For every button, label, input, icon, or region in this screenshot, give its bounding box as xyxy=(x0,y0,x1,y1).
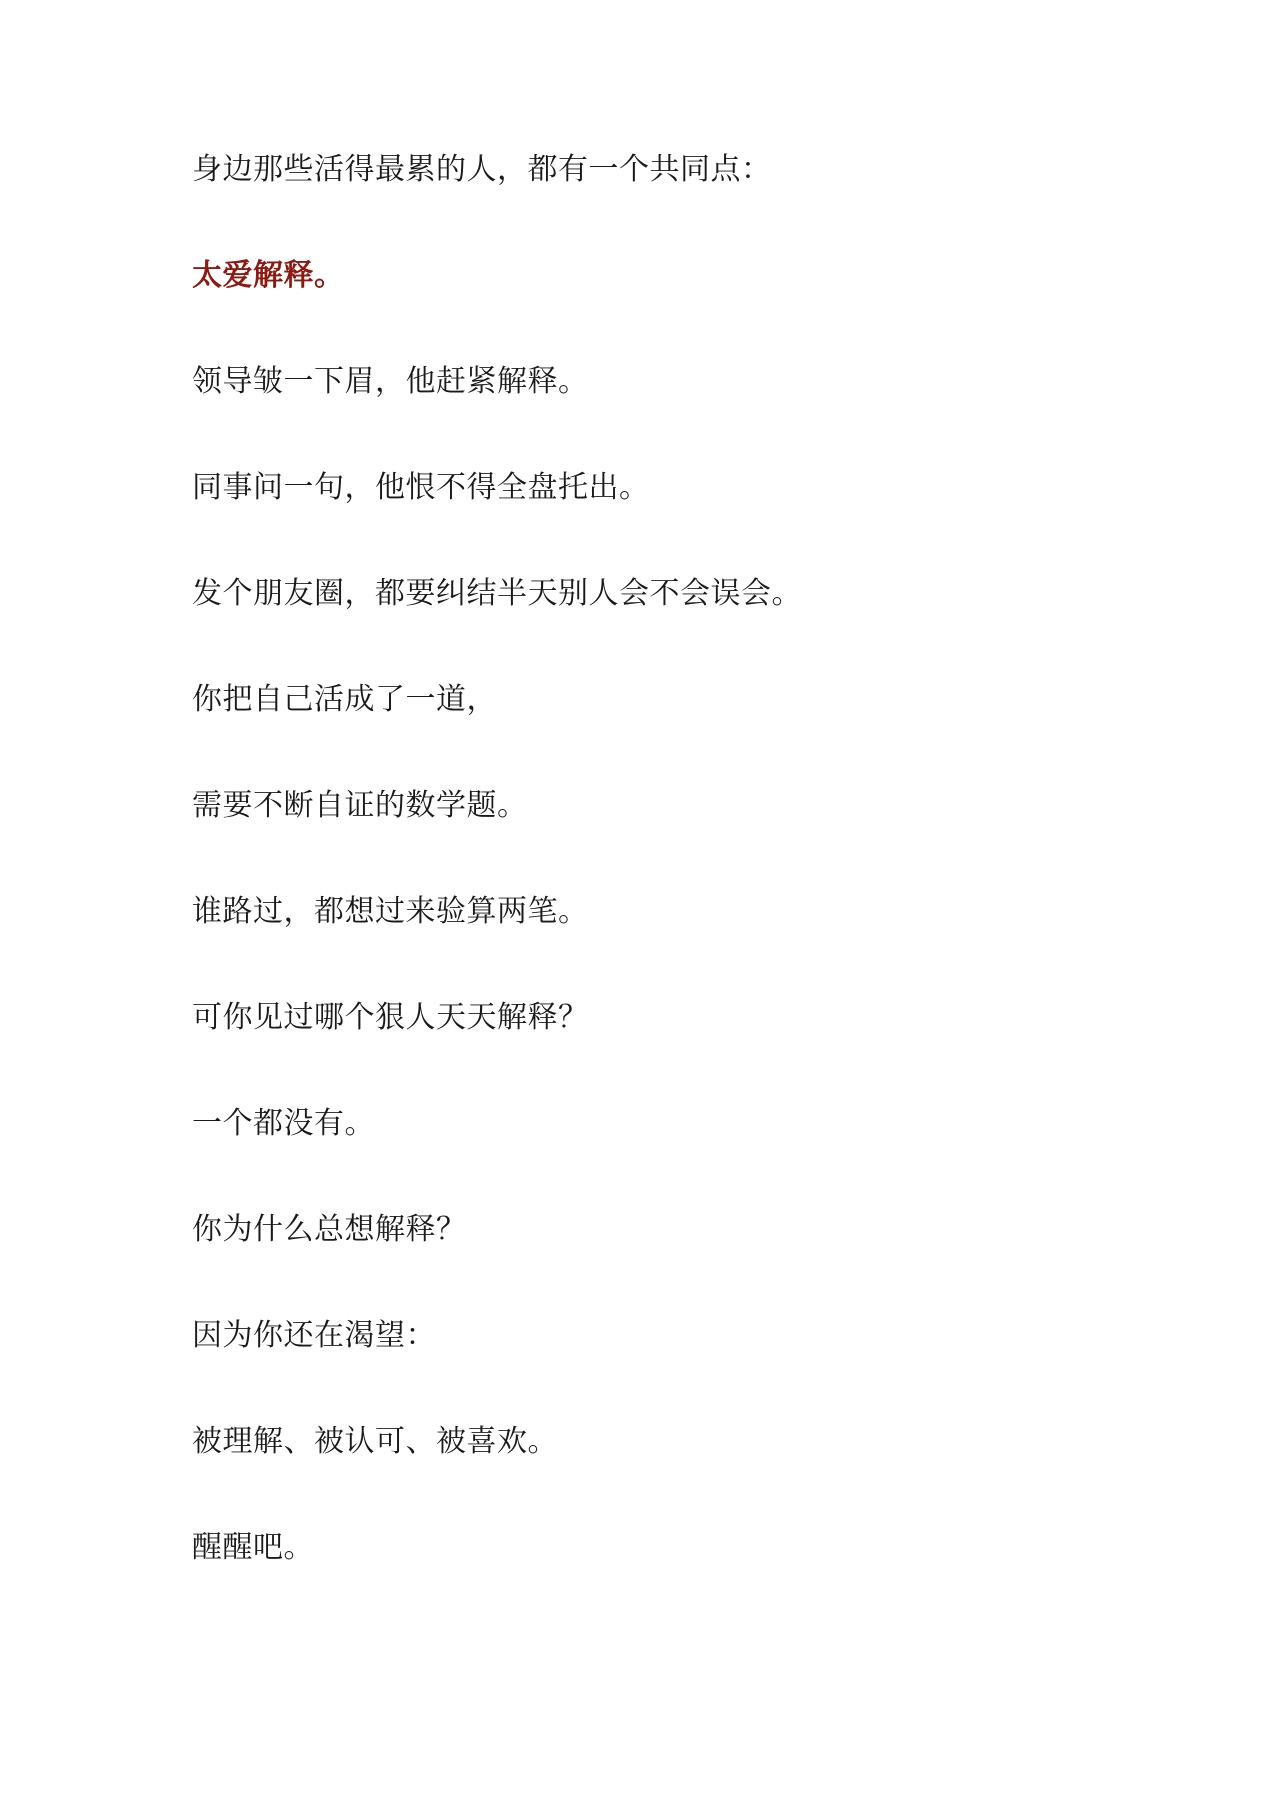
article-body xyxy=(192,150,1152,1634)
emphasis-paragraph: 太爱解释。 xyxy=(192,258,345,293)
paragraph: 一个都没有。 xyxy=(192,1106,375,1141)
paragraph: 被理解、被认可、被喜欢。 xyxy=(192,1424,558,1459)
paragraph: 领导皱一下眉，他赶紧解释。 xyxy=(192,364,589,399)
paragraph: 需要不断自证的数学题。 xyxy=(192,788,528,823)
paragraph: 同事问一句，他恨不得全盘托出。 xyxy=(192,470,650,505)
paragraph: 你把自己活成了一道， xyxy=(192,682,497,717)
paragraph: 身边那些活得最累的人，都有一个共同点： xyxy=(192,152,772,187)
paragraph: 可你见过哪个狠人天天解释？ xyxy=(192,1000,589,1035)
paragraph: 因为你还在渴望： xyxy=(192,1318,436,1353)
paragraph: 醒醒吧。 xyxy=(192,1530,314,1565)
paragraph: 谁路过，都想过来验算两笔。 xyxy=(192,894,589,929)
paragraph: 发个朋友圈，都要纠结半天别人会不会误会。 xyxy=(192,576,802,611)
paragraph: 你为什么总想解释？ xyxy=(192,1212,467,1247)
